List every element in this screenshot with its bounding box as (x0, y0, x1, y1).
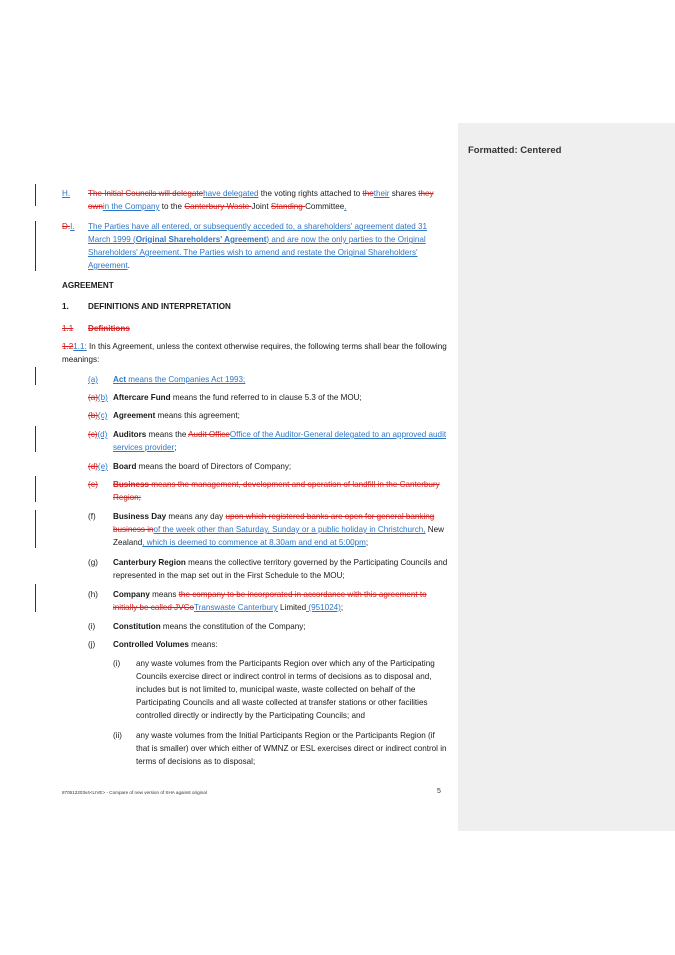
def-c-number: (b)(c) (88, 411, 108, 420)
def-business-day: Business Day means any day upon which registered banks are open for general banking business inof the week other than Saturday, Sunday or a public holiday in Christchurch, New Zealand, which is deemed to commence at 8.30am and end at 5:00pm; (113, 512, 444, 547)
def-j-ii-text: any waste volumes from the Initial Participants Region or the Participants Region (if that is smaller) over which either of WMNZ or ESL exercises direct or indirect control in terms of decisions as to disposal; (136, 731, 447, 766)
def-business-deleted: Business means the management, development and operation of landfill in the Canterbury Region; (113, 480, 440, 502)
def-f-number: (f) (88, 512, 96, 521)
def-constitution: Constitution means the constitution of the Company; (113, 622, 306, 631)
def-i-number: (i) (88, 622, 96, 631)
recital-h-number: H. (62, 189, 71, 198)
def-j-number: (j) (88, 640, 96, 649)
change-bar (35, 510, 36, 548)
agreement-heading: AGREEMENT (62, 281, 114, 290)
def-d-number: (c)(d) (88, 430, 108, 439)
def-act: Act means the Companies Act 1993; (113, 375, 246, 384)
def-e-number: (d)(e) (88, 462, 108, 471)
def-a-number: (a) (88, 375, 98, 384)
def-b-number: (a)(b) (88, 393, 108, 402)
definitions-heading: Definitions (88, 324, 130, 333)
def-j-i-text: any waste volumes from the Participants Region over which any of the Participating Councils exercise direct or indirect control in terms of decisions as to disposal and, includes but is not limited to, municipal waste, waste collected on behalf of the Participating Councils and all waste collected at transfer stations or other facilities controlled directly or indirectly by the Participating Councils; and (136, 659, 435, 720)
def-company: Company means the company to be incorporated in accordance with this agreement to initially be called JVCoTranswaste Canterbury Limited (951024); (113, 590, 427, 612)
formatting-comment: Formatted: Centered (468, 145, 562, 156)
change-bar (35, 426, 36, 452)
def-board: Board means the board of Directors of Company; (113, 462, 292, 471)
change-bar (35, 367, 36, 385)
def-canterbury-region: Canterbury Region means the collective territory governed by the Participating Councils and represented in the map set out in the First Schedule to the MOU; (113, 558, 448, 580)
section-1-number: 1. (62, 302, 69, 311)
def-g-number: (g) (88, 558, 98, 567)
def-aftercare-fund: Aftercare Fund means the fund referred to in clause 5.3 of the MOU; (113, 393, 362, 402)
def-agreement: Agreement means this agreement; (113, 411, 240, 420)
change-bar (35, 584, 36, 612)
def-j-ii-number: (ii) (113, 731, 122, 740)
change-bar (35, 184, 36, 206)
change-bar (35, 476, 36, 502)
subsection-number: 1.1 (62, 324, 74, 333)
recital-i: The Parties have all entered, or subsequently acceded to, a shareholders' agreement dated 31 March 1999 (Original Shareholders' Agreement) and are now the only parties to the Original Shareholders' Agreement. The Parties wish to amend and restate the Original Shareholders' Agreement. (88, 222, 428, 270)
document-footer: 870512203v4<LIVE> - Compare of new version of SHA against original (62, 790, 207, 795)
page-number: 5 (437, 788, 441, 795)
def-business-number: (e) (88, 480, 98, 489)
recital-i-number: D.I. (62, 222, 75, 231)
def-h-number: (h) (88, 590, 98, 599)
def-j-i-number: (i) (113, 659, 121, 668)
definitions-intro: 1.21.1: In this Agreement, unless the context otherwise requires, the following terms shall bear the following meanings: (62, 342, 447, 364)
recital-h: The Initial Councils will delegatehave delegated the voting rights attached to thetheir shares they ownin the Company to the Canterbury Waste Joint Standing Committee. (88, 189, 434, 211)
change-bar (35, 221, 36, 271)
section-1-title: DEFINITIONS AND INTERPRETATION (88, 302, 231, 311)
def-auditors: Auditors means the Audit OfficeOffice of the Auditor-General delegated to an approved audit services provider; (113, 430, 447, 452)
comments-pane (458, 123, 675, 831)
def-controlled-volumes: Controlled Volumes means: (113, 640, 218, 649)
